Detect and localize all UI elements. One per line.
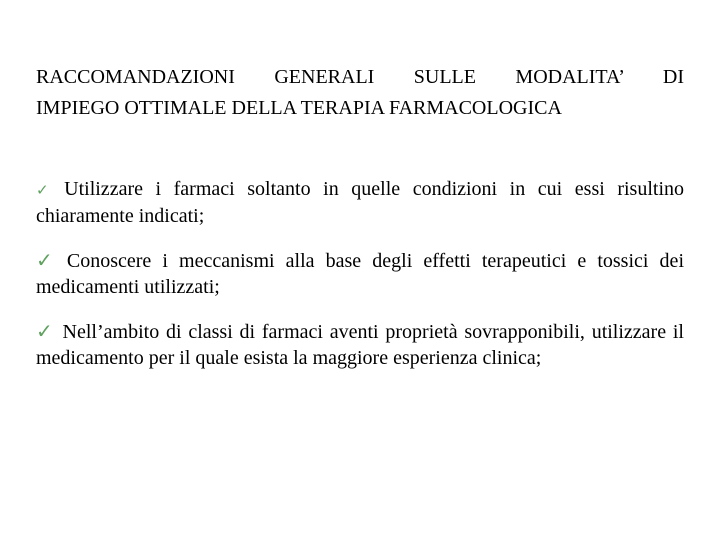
bullet-text-2: Conoscere i meccanismi alla base degli effetti terapeutici e tossici dei medicamenti utilizzati; — [36, 250, 684, 298]
title-line-2: IMPIEGO OTTIMALE DELLA TERAPIA FARMACOLOGICA — [36, 97, 562, 119]
check-icon: ✓ — [36, 181, 57, 199]
bullet-item-3 — [36, 318, 684, 371]
bullet-text-3: Nell’ambito di classi di farmaci aventi proprietà sovrapponibili, utilizzare il medicamento per il quale esista la maggiore esperienza clinica; — [36, 321, 684, 369]
check-icon: ✓ — [36, 248, 59, 272]
bullet-item-2 — [36, 247, 684, 300]
slide-content — [36, 62, 684, 389]
bullet-list — [36, 176, 684, 371]
check-icon: ✓ — [36, 319, 55, 343]
slide-title — [36, 62, 684, 124]
title-line-1: RACCOMANDAZIONI GENERALI SULLE MODALITA’ DI — [36, 66, 684, 88]
bullet-item-1 — [36, 176, 684, 229]
bullet-text-1: Utilizzare i farmaci soltanto in quelle condizioni in cui essi risultino chiaramente indicati; — [36, 178, 685, 227]
